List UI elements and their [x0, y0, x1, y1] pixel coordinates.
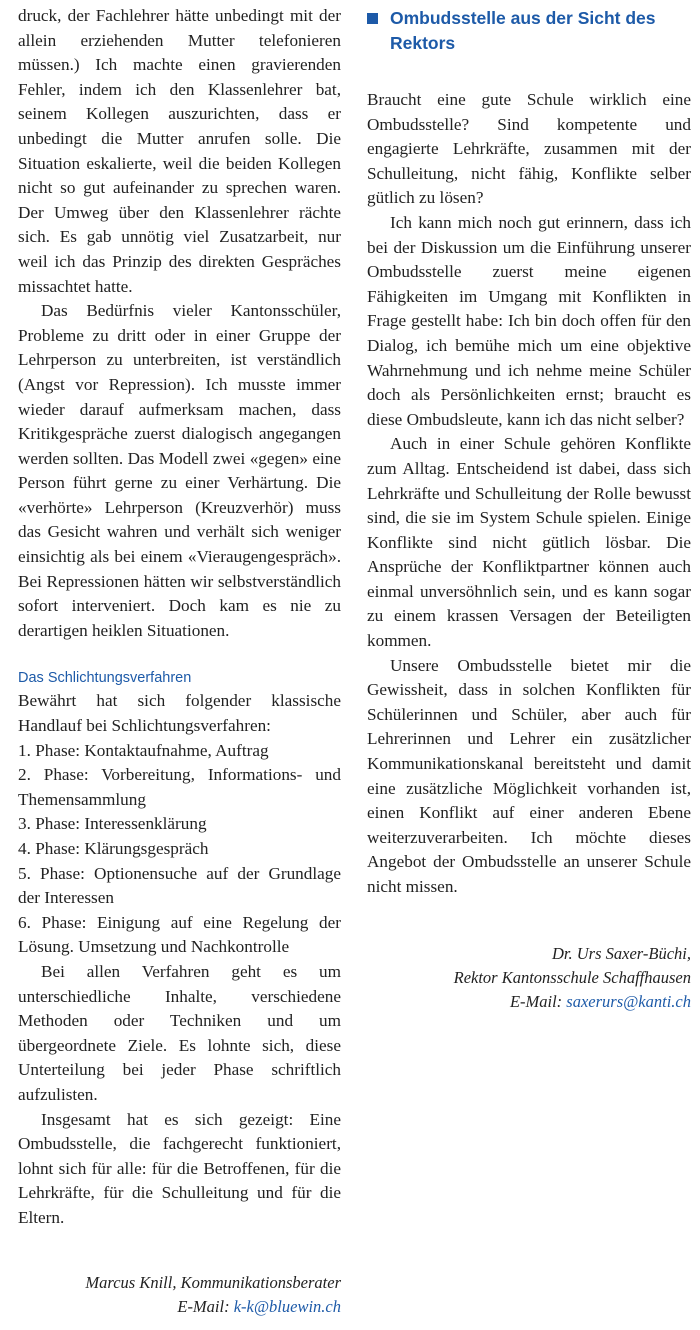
phase-item: 6. Phase: Einigung auf eine Regelung der Lösung. Umsetzung und Nachkontrolle [18, 912, 341, 957]
left-paragraph-2: Das Bedürfnis vieler Kantonsschüler, Probleme zu dritt oder in einer Gruppe der Lehrperson zu unterbreiten, ist verständlich (Angst vor Repression). Ich musste immer wieder darauf aufmerksam machen, dass Kritikgespräche zuerst dialogisch angegangen werden sollten. Das Modell zwei «gegen» eine Person führt gerne zu einer Verhärtung. Die «verhörte» Lehrperson (Kreuzverhör) muss das Gesicht wahren und verhält sich weniger einsichtig als bei einem «Vieraugengespräch». Bei Repressionen hätten wir selbstverständlich sofort interveniert. Doch kam es nie zu derartigen heiklen Situationen. [18, 301, 341, 640]
phase-item: 2. Phase: Vorbereitung, Informations- und Themensammlung [18, 765, 341, 809]
left-signature [18, 1271, 341, 1319]
right-signature [367, 942, 691, 1014]
section-heading [367, 6, 691, 56]
author-role: Rektor Kantonsschule Schaffhausen [453, 967, 691, 987]
procedure-intro: Bewährt hat sich folgender klassische Handlauf bei Schlichtungsverfahren: [18, 691, 341, 736]
email-label: E-Mail: [509, 991, 563, 1011]
email-label: E-Mail: [177, 1296, 230, 1316]
phase-item: 5. Phase: Optionensuche auf der Grundlage der Interessen [18, 863, 341, 908]
square-bullet-icon [367, 13, 378, 24]
right-paragraph-2: Ich kann mich noch gut erinnern, dass ich bei der Diskussion um die Einführung unserer Ombudsstelle zuerst meine eigenen Fähigkeiten im Umgang mit Konflikten in Frage gestellt habe: Ich bin doch offen für den Dialog, ich bemühe mich um eine objektive Wahrnehmung und ich nehme meine Schüler doch als Persönlichkeiten ernst; braucht es diese Ombudsleute, kann ich das nicht selber? [367, 212, 691, 429]
author-email-link[interactable]: saxerurs@kanti.ch [566, 991, 691, 1011]
author-name: Dr. Urs Saxer-Büchi, [552, 943, 691, 963]
right-paragraph-3: Auch in einer Schule gehören Konflikte zum Alltag. Entscheidend ist dabei, dass sich Lehrkräfte und Schulleitung der Rolle bewusst sind, die sie im System Schule spielen. Einige Konflikte sind nicht gütlich lösbar. Die Ansprüche der Konfliktpartner können auch einmal unversöhnlich sein, und es kann sogar zu einem krassen Versagen der Beteiligten kommen. [367, 434, 691, 651]
left-column [18, 0, 341, 1319]
left-paragraph-3: Bei allen Verfahren geht es um unterschiedliche Inhalte, verschiedene Methoden oder Techniken und um übergeordnete Ziele. Es lohnte sich, diese Unterteilung bei jeder Phase schriftlich aufzulisten. [18, 961, 341, 1104]
author-name: Marcus Knill, Kommunikationsberater [85, 1272, 341, 1292]
left-paragraph-1: druck, der Fachlehrer hätte unbedingt mit der allein erziehenden Mutter telefonieren müssen.) Ich machte einen gravierenden Fehler, indem ich den Klassenlehrer bat, seinem Kollegen auszurichten, dass er unbedingt die Mutter anrufen solle. Die Situation eskalierte, weil die beiden Kollegen nicht so gut aufeinander zu sprechen waren. Der Umweg über den Klassenlehrer rächte sich. Es gab unnötig viel Zusatzarbeit, nur weil ich das Prinzip des direkten Gespräches missachtet hatte. [18, 6, 341, 296]
author-email-link[interactable]: k-k@bluewin.ch [233, 1296, 341, 1316]
phase-item: 1. Phase: Kontaktaufnahme, Auftrag [18, 740, 269, 760]
author-email-line [18, 1295, 341, 1319]
right-column [367, 0, 691, 1014]
section-heading-text: Ombudsstelle aus der Sicht des Rektors [390, 8, 656, 53]
phase-item: 4. Phase: Klärungsgespräch [18, 839, 209, 858]
author-email-line [367, 990, 691, 1014]
phase-list [18, 739, 341, 960]
section-subheading: Das Schlichtungsverfahren [18, 670, 192, 687]
right-paragraph-4: Unsere Ombudsstelle bietet mir die Gewissheit, dass in solchen Konflikten für Schülerinnen und Schüler, aber auch für Lehrerinnen und Lehrer ein zusätzlicher Kommunikationskanal bereitsteht und damit eine zusätzliche Möglichkeit vorhanden ist, einen Konflikt auf einer anderen Ebene weiterzuverarbeiten. Ich möchte dieses Angebot der Ombudsstelle an unserer Schule nicht missen. [367, 655, 691, 896]
phase-item: 3. Phase: Interessenklärung [18, 814, 207, 834]
right-paragraph-1: Braucht eine gute Schule wirklich eine Ombudsstelle? Sind kompetente und engagierte Lehrkräfte, zusammen mit der Schulleitung, nicht fähig, Konflikte selber gütlich zu lösen? [367, 90, 691, 208]
left-paragraph-4: Insgesamt hat es sich gezeigt: Eine Ombudsstelle, die fachgerecht funktioniert, lohnt sich für alle: für die Betroffenen, für die Lehrkräfte, für die Schulleitung und für die Eltern. [18, 1109, 341, 1227]
